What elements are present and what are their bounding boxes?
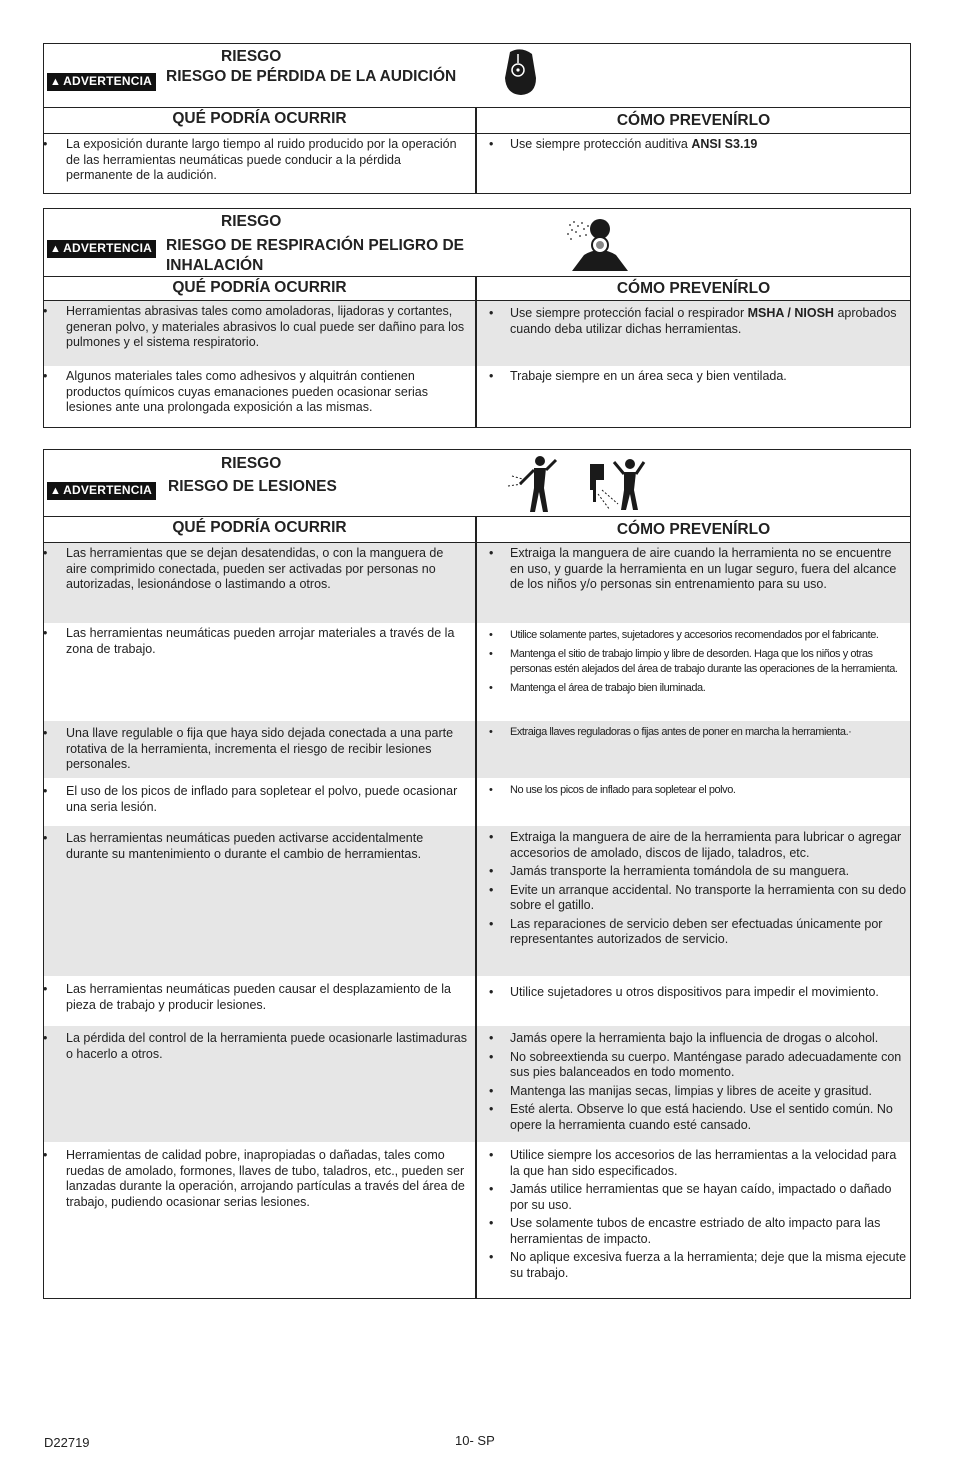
list-item: • Jamás opere la herramienta bajo la influencia de drogas o alcohol. xyxy=(487,1031,908,1047)
table-row xyxy=(44,1142,910,1298)
list-item: • No use los picos de inflado para sopletear el polvo. xyxy=(487,783,908,799)
list-item: • Herramientas abrasivas tales como amoladoras, lijadoras y cortantes, generan polvo, y materiales abrasivos lo cual puede ser dañino para los pulmones y el sistema respiratorio. xyxy=(44,304,467,351)
como-prevenir-header: CÓMO PREVENÍRLO xyxy=(616,112,771,129)
advertencia-badge: ▲ ADVERTENCIA xyxy=(47,482,156,500)
list-item: • Utilice sujetadores u otros dispositivos para impedir el movimiento. xyxy=(487,985,908,1001)
column-headers xyxy=(44,517,910,543)
page-number: 10- SP xyxy=(455,1433,495,1448)
list-item: • Utilice solamente partes, sujetadores y accesorios recomendados por el fabricante. xyxy=(487,628,908,644)
hazard-box-hearing xyxy=(43,43,911,194)
list-item: • Extraiga la manguera de aire de la herramienta para lubricar o agregar accesorios de amolado, discos de lijado, taladros, etc. xyxy=(487,830,908,861)
list-item: • Jamás transporte la herramienta tomándola de su manguera. xyxy=(487,864,908,880)
list-item: • Mantenga las manijas secas, limpias y libres de aceite y grasitud. xyxy=(487,1084,908,1100)
list-item: • El uso de los picos de inflado para sopletear el polvo, puede ocasionar una seria lesión. xyxy=(44,784,467,815)
hazard-header xyxy=(44,450,910,517)
column-headers xyxy=(44,277,910,301)
list-item: • Trabaje siempre en un área seca y bien ventilada. xyxy=(487,369,908,385)
hazard-box-injury xyxy=(43,449,911,1299)
hazard-header xyxy=(44,209,910,277)
list-item: • Mantenga el área de trabajo bien iluminada. xyxy=(487,681,908,697)
respirator-icon xyxy=(564,217,630,271)
list-item: • Evite un arranque accidental. No transporte la herramienta con su dedo sobre el gatillo. xyxy=(487,883,908,914)
advertencia-badge: ▲ ADVERTENCIA xyxy=(47,240,156,258)
column-headers xyxy=(44,108,910,134)
como-prevenir-header: CÓMO PREVENÍRLO xyxy=(616,521,771,538)
riesgo-label: RIESGO xyxy=(221,213,282,230)
list-item: • Las herramientas neumáticas pueden causar el desplazamiento de la pieza de trabajo y producir lesiones. xyxy=(44,982,467,1013)
risk-title: RIESGO DE RESPIRACIÓN PELIGRO DE INHALACIÓN xyxy=(166,237,464,274)
risk-title: RIESGO DE PÉRDIDA DE LA AUDICIÓN xyxy=(166,68,457,85)
riesgo-label: RIESGO xyxy=(221,48,282,65)
risk-title: RIESGO DE LESIONES xyxy=(168,478,337,495)
table-row xyxy=(44,826,910,976)
hazard-header xyxy=(44,44,910,108)
table-row xyxy=(44,623,910,721)
table-row xyxy=(44,721,910,778)
warning-triangle-icon: ▲ xyxy=(50,485,62,497)
list-item: • Herramientas de calidad pobre, inapropiadas o dañadas, tales como ruedas de amolado, formones, llaves de tubo, taladros, etc., pueden ser lanzadas durante la operación, arrojando partículas a través del área de trabajo, pudiendo ocasionar serias lesiones. xyxy=(44,1148,467,1210)
list-item: • Utilice siempre los accesorios de las herramientas a la velocidad para la que han sido especificados. xyxy=(487,1148,908,1179)
list-item: • Mantenga el sitio de trabajo limpio y libre de desorden. Haga que los niños y otras personas estén alejados del área de trabajo durante las operaciones de la herramienta. xyxy=(487,647,908,678)
como-prevenir-header: CÓMO PREVENÍRLO xyxy=(616,280,771,297)
list-item: • Jamás utilice herramientas que se hayan caído, impactado o dañado por su uso. xyxy=(487,1182,908,1213)
riesgo-label: RIESGO xyxy=(221,455,282,472)
table-row xyxy=(44,976,910,1026)
list-item: • No aplique excesiva fuerza a la herramienta; deje que la misma ejecute su trabajo. xyxy=(487,1250,908,1281)
que-podria-header: QUÉ PODRÍA OCURRIR xyxy=(44,517,477,542)
list-item: • Use siempre protección facial o respirador MSHA / NIOSH aprobados cuando deba utilizar dichas herramientas. xyxy=(487,306,908,337)
list-item: • Las reparaciones de servicio deben ser efectuadas únicamente por representantes autorizados de servicio. xyxy=(487,917,908,948)
list-item: • Extraiga llaves reguladoras o fijas antes de poner en marcha la herramienta.· xyxy=(487,725,908,741)
flying-debris-icon xyxy=(506,454,656,514)
document-number: D22719 xyxy=(44,1435,90,1450)
table-row xyxy=(44,1026,910,1142)
list-item: • Use siempre protección auditiva ANSI S3.19 xyxy=(487,137,908,153)
list-item: • Las herramientas neumáticas pueden arrojar materiales a través de la zona de trabajo. xyxy=(44,626,467,657)
list-item: • No sobreextienda su cuerpo. Manténgase parado adecuadamente con sus pies balanceados en todo momento. xyxy=(487,1050,908,1081)
list-item: • Una llave regulable o fija que haya sido dejada conectada a una parte rotativa de la herramienta, incrementa el riesgo de recibir lesiones personales. xyxy=(44,726,467,773)
table-row xyxy=(44,543,910,623)
list-item: • Las herramientas neumáticas pueden activarse accidentalmente durante su mantenimiento o durante el cambio de herramientas. xyxy=(44,831,467,862)
table-row xyxy=(44,778,910,826)
table-row xyxy=(44,301,910,366)
que-podria-header: QUÉ PODRÍA OCURRIR xyxy=(44,277,477,300)
list-item: • Extraiga la manguera de aire cuando la herramienta no se encuentre en uso, y guarde la herramienta en un lugar seguro, fuera del alcance de los niños y/o personas sin entrenamiento para su uso. xyxy=(487,546,908,593)
warning-triangle-icon: ▲ xyxy=(50,76,62,88)
advertencia-badge: ▲ ADVERTENCIA xyxy=(47,73,156,91)
list-item: • La exposición durante largo tiempo al ruido producido por la operación de las herramientas neumáticas puede conducir a la pérdida permanente de la audición. xyxy=(44,137,467,184)
list-item: • Las herramientas que se dejan desatendidas, o con la manguera de aire comprimido conectada, pueden ser activadas por personas no autorizadas, lesionándose o lastimando a otros. xyxy=(44,546,467,593)
list-item: • Esté alerta. Observe lo que está haciendo. Use el sentido común. No opere la herramienta cuando esté cansado. xyxy=(487,1102,908,1133)
table-row xyxy=(44,134,910,193)
que-podria-header: QUÉ PODRÍA OCURRIR xyxy=(44,108,477,133)
table-row xyxy=(44,366,910,427)
ear-protection-icon xyxy=(498,48,544,98)
list-item: • Use solamente tubos de encastre estriado de alto impacto para las herramientas de impacto. xyxy=(487,1216,908,1247)
warning-triangle-icon: ▲ xyxy=(50,243,62,255)
list-item: • La pérdida del control de la herramienta puede ocasionarle lastimaduras o hacerlo a otros. xyxy=(44,1031,467,1062)
list-item: • Algunos materiales tales como adhesivos y alquitrán contienen productos químicos cuyas emanaciones pueden ocasionar serias lesiones ante una prolongada exposición a las mismas. xyxy=(44,369,467,416)
hazard-box-respiratory xyxy=(43,208,911,428)
